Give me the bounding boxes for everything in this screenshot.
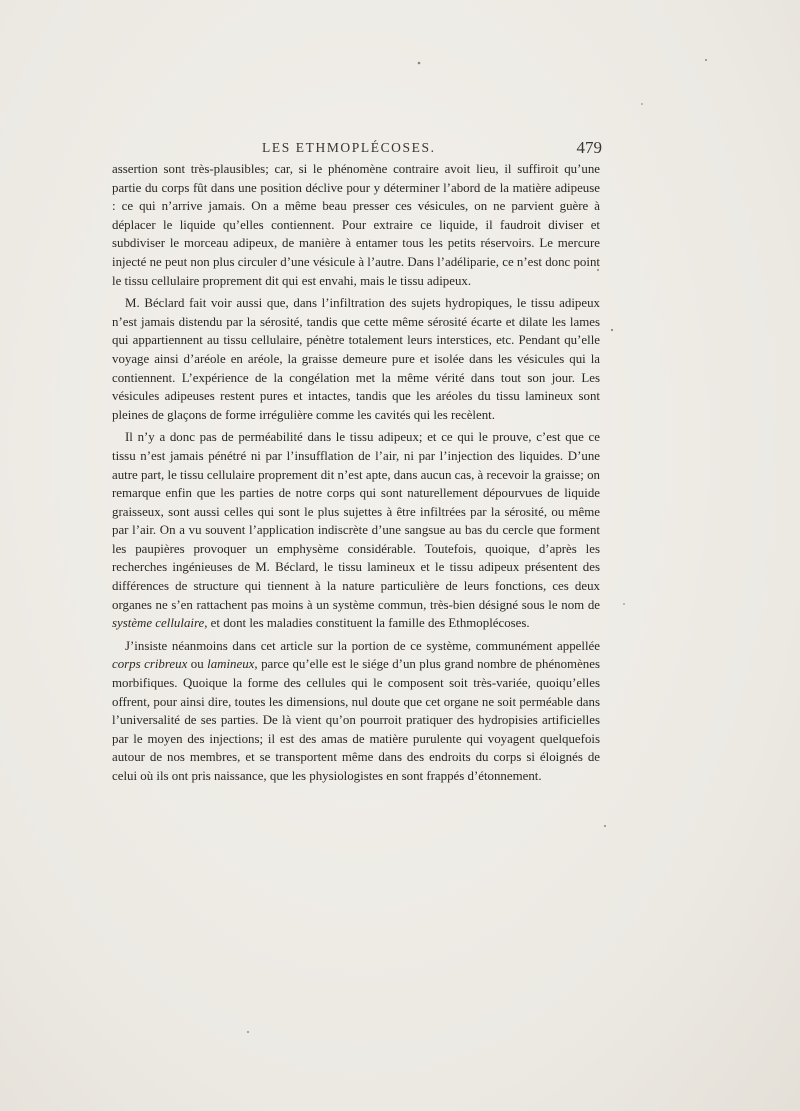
paragraph — [112, 294, 600, 424]
speck — [705, 59, 707, 61]
paragraph-text: M. Béclard fait voir aussi que, dans l’infiltration des sujets hydropiques, le tissu adipeux n’est jamais distendu par la sérosité, tandis que cette même sérosité écarte et dilate les lames qui appartiennent au tissu cellulaire, pénètre totalement leurs interstices, etc. Pendant qu’elle voyage ainsi d’aréole en aréole, la graisse demeure pure et isolée dans les vésicules qui la contiennent. L’expérience de la congélation met la même vérité dans tout son jour. Les vésicules adipeuses restent pures et intactes, tandis que les aréoles du tissu lamineux sont pleines de glaçons de forme irrégulière comme les cavités qui les recèlent. — [112, 296, 600, 422]
paragraph-text: , parce qu’elle est le siége d’un plus grand nombre de phénomènes morbifiques. Quoique la forme des cellules qui le composent soit très-variée, quoiqu’elles offrent, pour ainsi dire, toutes les dimensions, nul doute que cet organe ne soit perméable dans l’universalité de ses parties. De là vient qu’on pourroit pratiquer des hydropisies artificielles par le moyen des injections; il est des amas de matière purulente qui voyagent quelquefois autour de nos membres, et se transportent même dans des endroits du corps si éloignés de celui où ils ont pris naissance, que les physiologistes en sont frappés d’étonnement. — [112, 657, 600, 783]
paragraph — [112, 160, 600, 290]
speck — [623, 603, 625, 605]
speck — [641, 103, 643, 105]
italic-term: corps cribreux — [112, 657, 188, 672]
italic-term: système cellulaire — [112, 616, 205, 631]
page-number: 479 — [576, 138, 602, 157]
body-text — [112, 160, 600, 786]
speck — [247, 1031, 249, 1033]
paragraph-text: ou — [190, 657, 204, 672]
italic-term: lamineux — [207, 657, 255, 672]
paragraph-text: , et dont les maladies constituent la famille des Ethmoplécoses. — [204, 616, 530, 631]
running-title: LES ETHMOPLÉCOSES. — [262, 140, 436, 155]
paragraph — [112, 428, 600, 633]
speck — [611, 329, 613, 331]
page-header — [112, 138, 600, 162]
paragraph — [112, 637, 600, 786]
paragraph-text: J’insiste néanmoins dans cet article sur la portion de ce système, communément appellée — [125, 638, 600, 653]
paragraph-text: assertion sont très-plausibles; car, si le phénomène contraire avoit lieu, il suffiroit qu’une partie du corps fût dans une position déclive pour y déterminer l’abord de la matière adipeuse : ce qui n’arrive jamais. On a même beau presser ces vésicules, on ne parvient guère à déplacer le liquide qu’elles contiennent. Pour extraire ce liquide, il faudroit diviser et subdiviser le morceau adipeux, de manière à entamer tous les petits réservoirs. Le mercure injecté ne peut non plus circuler d’une vésicule à l’autre. Dans l’adéliparie, ce n’est donc point le tissu cellulaire proprement dit qui est envahi, mais le tissu adipeux. — [112, 162, 600, 288]
paragraph-text: Il n’y a donc pas de perméabilité dans le tissu adipeux; et ce qui le prouve, c’est que ce tissu n’est jamais pénétré ni par l’insufflation de l’air, ni par l’injection des liquides. D’une autre part, le tissu cellulaire proprement dit n’est apte, dans aucun cas, à recevoir la graisse; on remarque enfin que les parties de notre corps qui sont naturellement dépourvues de liquide graisseux, sont aussi celles qui sont le plus sujettes à être infiltrées par la sérosité, ou même par l’air. On a vu souvent l’application indiscrète d’une sangsue au bas du cercle que forment les paupières provoquer un emphysème considérable. Toutefois, quoique, d’après les recherches ingénieuses de M. Béclard, le tissu lamineux et le tissu adipeux présentent des différences de structure qui tiennent à la nature particulière de leurs fonctions, ces deux organes ne s’en rattachent pas moins à un système commun, très-bien désigné sous le nom de — [112, 430, 600, 612]
speck — [418, 62, 421, 65]
speck — [604, 825, 606, 827]
